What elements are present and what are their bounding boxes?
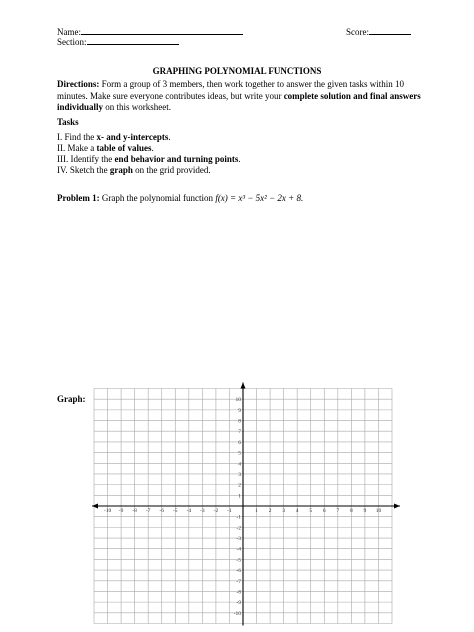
graph-label: Graph: (57, 394, 86, 404)
task-3-prefix: III. Identify the (57, 154, 115, 164)
x-tick-label: -6 (159, 508, 165, 514)
task-4-suffix: on the grid provided. (132, 165, 211, 175)
y-tick-label: 7 (238, 429, 241, 436)
y-tick-label: -7 (236, 578, 241, 585)
task-4-prefix: IV. Sketch the (57, 165, 110, 175)
section-label: Section: (57, 37, 87, 47)
y-tick-labels (234, 397, 242, 617)
x-tick-label: -3 (200, 508, 205, 514)
score-label: Score: (346, 27, 369, 37)
y-tick-label: -5 (236, 557, 241, 564)
x-tick-label: 1 (255, 508, 258, 514)
y-tick-label: -6 (236, 568, 241, 575)
x-tick-label: -9 (118, 508, 124, 514)
y-tick-label: -4 (236, 546, 241, 553)
x-tick-label: -8 (132, 508, 137, 514)
task-4-bold: graph (109, 165, 133, 175)
y-tick-label: 1 (238, 493, 241, 500)
task-3-suffix: . (238, 154, 241, 164)
y-tick-label: -8 (236, 589, 241, 596)
y-tick-label: -10 (233, 610, 241, 617)
x-tick-label: 4 (295, 508, 299, 514)
y-tick-label: -1 (236, 514, 241, 521)
x-tick-label: 8 (349, 508, 353, 514)
task-3-bold: end behavior and turning points (114, 154, 239, 164)
task-2-suffix: . (151, 143, 154, 153)
y-tick-label: 4 (238, 461, 241, 468)
x-tick-label: -2 (213, 508, 219, 514)
task-2-bold: table of values (96, 143, 152, 153)
y-tick-label: 9 (238, 407, 241, 414)
problem-label: Problem 1: (57, 193, 100, 203)
x-tick-label: 2 (268, 508, 272, 514)
y-tick-label: 6 (238, 439, 241, 446)
x-axis-right-arrow (394, 504, 400, 509)
x-tick-label: -4 (186, 508, 192, 514)
directions-bold: complete solution and final answers individually (57, 90, 421, 112)
x-tick-label: 10 (375, 508, 382, 514)
x-tick-label: 3 (282, 508, 286, 514)
y-tick-label: 3 (238, 471, 241, 478)
x-tick-label: 7 (336, 508, 340, 514)
problem-function: f(x) = x³ − 5x² − 2x + 8. (215, 193, 304, 203)
x-tick-label: 9 (363, 508, 367, 514)
y-tick-label: -3 (236, 536, 241, 543)
y-tick-label: -9 (236, 600, 241, 607)
x-axis-left-arrow (92, 504, 98, 509)
tasks-heading: Tasks (57, 117, 79, 127)
y-axis-up-arrow (241, 383, 246, 389)
x-tick-label: 5 (309, 508, 313, 514)
task-1-prefix: I. Find the (57, 132, 97, 142)
y-tick-label: 2 (238, 482, 241, 489)
task-1-suffix: . (168, 132, 171, 142)
x-tick-label: 6 (322, 508, 326, 514)
y-tick-label: 5 (238, 450, 241, 457)
axes (92, 383, 400, 626)
directions-text-1: Form a group of 3 members, then work together to answer the given tasks within 10 minutes. Make sure everyone contributes ideas, but write your (57, 79, 405, 101)
directions-text-2: on this worksheet. (103, 102, 172, 112)
page-title: GRAPHING POLYNOMIAL FUNCTIONS (152, 66, 322, 76)
x-tick-label: -10 (103, 508, 112, 514)
x-tick-label: -1 (227, 508, 232, 514)
x-tick-label: -5 (172, 508, 178, 514)
y-tick-label: 8 (238, 418, 241, 425)
y-tick-label: -2 (236, 525, 241, 532)
problem-text: Graph the polynomial function (99, 193, 216, 203)
y-tick-label: 10 (235, 397, 241, 404)
directions-label: Directions: (57, 79, 100, 89)
x-tick-label: -7 (145, 508, 151, 514)
name-label: Name: (57, 27, 81, 37)
task-1-bold: x- and y-intercepts (96, 132, 169, 142)
task-2-prefix: II. Make a (57, 143, 97, 153)
